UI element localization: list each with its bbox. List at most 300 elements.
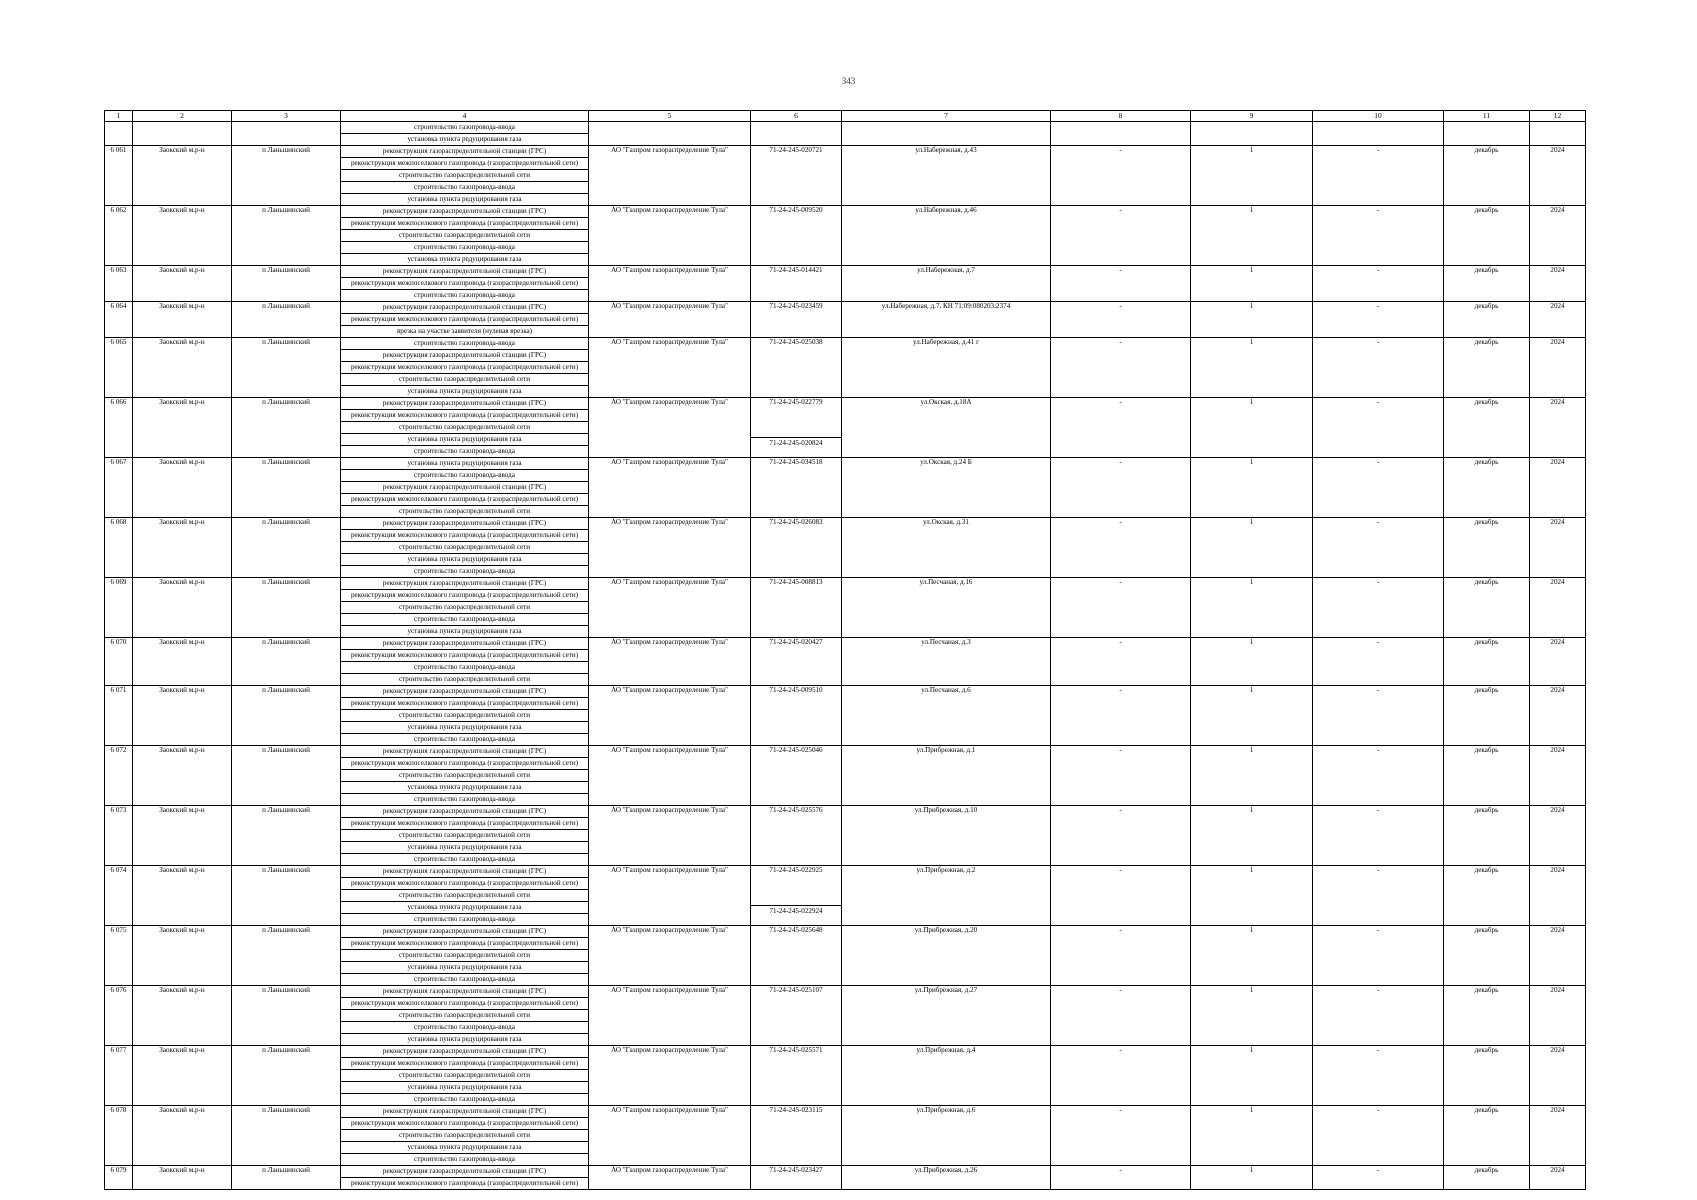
month-cell-text: декабрь — [1474, 518, 1499, 526]
year-cell-text: 2024 — [1550, 1166, 1565, 1174]
column-number-9: 9 — [1191, 111, 1313, 122]
address-cell — [842, 146, 1051, 206]
address-cell — [842, 302, 1051, 338]
work-item: строительство газопровода-ввода — [414, 567, 515, 575]
cadastral-number-cell-text: 71-24-245-025038 — [769, 338, 823, 346]
table-row — [105, 518, 1586, 578]
year-cell — [1530, 746, 1586, 806]
month-cell-text: декабрь — [1474, 146, 1499, 154]
organization-cell-text: АО "Газпром газораспределение Тула" — [611, 458, 728, 466]
cadastral-number-cell-text: 71-24-245-020721 — [769, 146, 823, 154]
work-item: реконструкция межпоселкового газопровода (газораспределительной сети) — [341, 818, 588, 830]
row-number — [105, 578, 133, 638]
table-row — [105, 458, 1586, 518]
column-10-cell-text: - — [1376, 338, 1380, 346]
row-number-text: 6 073 — [110, 806, 127, 814]
work-item: реконструкция газораспределительной станции (ГРС) — [341, 578, 588, 590]
month-cell — [1444, 1106, 1530, 1166]
column-9-cell-text: 1 — [1249, 518, 1254, 526]
district-cell-text: Заокский м.р-н — [159, 866, 205, 874]
year-cell — [1530, 458, 1586, 518]
works-cell — [341, 1166, 589, 1190]
row-number — [105, 1166, 133, 1190]
column-9-cell — [1191, 638, 1313, 686]
works-cell — [341, 1106, 589, 1166]
settlement-cell — [232, 1106, 341, 1166]
organization-cell — [589, 578, 751, 638]
work-item: установка пункта редуцирования газа — [341, 434, 588, 446]
work-item: строительство газопровода-ввода — [414, 447, 515, 455]
empty-cell — [1530, 122, 1586, 146]
year-cell — [1530, 806, 1586, 866]
district-cell — [133, 338, 232, 398]
work-item: строительство газопровода-ввода — [414, 735, 515, 743]
work-item: реконструкция межпоселкового газопровода (газораспределительной сети) — [341, 362, 588, 374]
district-cell-text: Заокский м.р-н — [159, 1166, 205, 1174]
district-cell-text: Заокский м.р-н — [159, 986, 205, 994]
work-item: реконструкция межпоселкового газопровода (газораспределительной сети) — [341, 410, 588, 422]
work-item: реконструкция межпоселкового газопровода (газораспределительной сети) — [341, 698, 588, 710]
district-cell-text: Заокский м.р-н — [159, 302, 205, 310]
row-number — [105, 1046, 133, 1106]
column-9-cell — [1191, 302, 1313, 338]
settlement-cell-text: п Ланьшинский — [262, 338, 310, 346]
address-cell — [842, 206, 1051, 266]
row-number-text: 6 068 — [110, 518, 127, 526]
page-number: 343 — [841, 76, 856, 86]
address-cell — [842, 1046, 1051, 1106]
table-row — [105, 1046, 1586, 1106]
work-item: реконструкция газораспределительной станции (ГРС) — [341, 806, 588, 818]
cadastral-number-cell-text: 71-24-245-025648 — [769, 926, 823, 934]
work-item: строительство газораспределительной сети — [341, 1070, 588, 1082]
year-cell-text: 2024 — [1550, 806, 1565, 814]
work-item: реконструкция газораспределительной станции (ГРС) — [341, 146, 588, 158]
cadastral-number-cell — [751, 746, 842, 806]
work-item: строительство газопровода-ввода — [341, 182, 588, 194]
address-cell-text: ул.Прибрежная, д.27 — [914, 986, 978, 994]
column-8-cell — [1051, 1166, 1191, 1190]
organization-cell-text: АО "Газпром газораспределение Тула" — [611, 302, 728, 310]
settlement-cell-text: п Ланьшинский — [262, 926, 310, 934]
cadastral-number-cell — [751, 638, 842, 686]
column-10-cell-text: - — [1376, 302, 1380, 310]
month-cell — [1444, 686, 1530, 746]
address-cell-text: ул.Окская, д.18А — [920, 398, 972, 406]
month-cell — [1444, 1046, 1530, 1106]
column-number-8: 8 — [1051, 111, 1191, 122]
column-10-cell — [1313, 746, 1444, 806]
works-cell — [341, 806, 589, 866]
column-9-cell-text: 1 — [1249, 146, 1254, 154]
cadastral-number-extra: 71-24-245-020824 — [751, 437, 841, 449]
cadastral-number-cell-text: 71-24-245-023459 — [769, 302, 823, 310]
column-10-cell — [1313, 1106, 1444, 1166]
settlement-cell — [232, 926, 341, 986]
address-cell-text: ул.Набережная, д.7, КН 71:09:080203:2374 — [881, 302, 1011, 310]
settlement-cell — [232, 398, 341, 458]
cadastral-number-cell-text: 71-24-245-025107 — [769, 986, 823, 994]
work-item: строительство газопровода-ввода — [341, 470, 588, 482]
settlement-cell-text: п Ланьшинский — [262, 746, 310, 754]
organization-cell — [589, 338, 751, 398]
settlement-cell — [232, 518, 341, 578]
organization-cell — [589, 638, 751, 686]
cadastral-number-cell-text: 71-24-245-009520 — [769, 206, 823, 214]
district-cell — [133, 1046, 232, 1106]
column-8-cell — [1051, 986, 1191, 1046]
column-number-7: 7 — [842, 111, 1051, 122]
district-cell-text: Заокский м.р-н — [159, 746, 205, 754]
settlement-cell — [232, 806, 341, 866]
empty-cell — [842, 122, 1051, 146]
work-item: реконструкция газораспределительной станции (ГРС) — [341, 746, 588, 758]
organization-cell — [589, 266, 751, 302]
district-cell — [133, 206, 232, 266]
district-cell — [133, 266, 232, 302]
work-item: установка пункта редуцирования газа — [407, 135, 522, 143]
month-cell-text: декабрь — [1474, 1046, 1499, 1054]
work-item: реконструкция межпоселкового газопровода (газораспределительной сети) — [341, 1118, 588, 1130]
settlement-cell-text: п Ланьшинский — [262, 686, 310, 694]
address-cell-text: ул.Прибрежная, д.26 — [914, 1166, 978, 1174]
work-item: строительство газопровода-ввода — [341, 662, 588, 674]
district-cell-text: Заокский м.р-н — [159, 266, 205, 274]
year-cell — [1530, 266, 1586, 302]
address-cell-text: ул.Окская, д.24 Б — [920, 458, 972, 466]
works-cell — [341, 866, 589, 926]
column-10-cell-text: - — [1376, 518, 1380, 526]
address-cell — [842, 266, 1051, 302]
district-cell-text: Заокский м.р-н — [159, 686, 205, 694]
district-cell-text: Заокский м.р-н — [159, 518, 205, 526]
column-8-cell-text: - — [1119, 686, 1122, 694]
settlement-cell-text: п Ланьшинский — [262, 266, 310, 274]
table-row — [105, 1166, 1586, 1190]
cadastral-number-cell — [751, 518, 842, 578]
column-9-cell-text: 1 — [1249, 986, 1254, 994]
row-number-text: 6 079 — [110, 1166, 127, 1174]
address-cell — [842, 746, 1051, 806]
month-cell-text: декабрь — [1474, 806, 1499, 814]
row-number — [105, 746, 133, 806]
organization-cell-text: АО "Газпром газораспределение Тула" — [611, 518, 728, 526]
column-10-cell-text: - — [1376, 806, 1380, 814]
column-10-cell — [1313, 206, 1444, 266]
work-item: реконструкция межпоселкового газопровода (газораспределительной сети) — [341, 218, 588, 230]
cadastral-number-cell-text: 71-24-245-020427 — [769, 638, 823, 646]
year-cell-text: 2024 — [1550, 926, 1565, 934]
column-10-cell — [1313, 1166, 1444, 1190]
work-item: строительство газораспределительной сети — [341, 890, 588, 902]
month-cell-text: декабрь — [1474, 1106, 1499, 1114]
work-item: строительство газораспределительной сети — [341, 1010, 588, 1022]
cadastral-number-cell — [751, 302, 842, 338]
work-item: реконструкция газораспределительной станции (ГРС) — [341, 986, 588, 998]
column-8-cell — [1051, 1106, 1191, 1166]
column-9-cell-text: 1 — [1249, 926, 1254, 934]
district-cell-text: Заокский м.р-н — [159, 206, 205, 214]
empty-cell — [589, 122, 751, 146]
work-item: строительство газопровода-ввода — [341, 1022, 588, 1034]
work-item: установка пункта редуцирования газа — [341, 458, 588, 470]
work-item: реконструкция межпоселкового газопровода (газораспределительной сети) — [341, 650, 588, 662]
settlement-cell-text: п Ланьшинский — [262, 578, 310, 586]
work-item: установка пункта редуцирования газа — [341, 962, 588, 974]
year-cell — [1530, 518, 1586, 578]
cadastral-number-cell — [751, 206, 842, 266]
address-cell-text: ул.Песчаная, д.6 — [921, 686, 971, 694]
month-cell-text: декабрь — [1474, 398, 1499, 406]
year-cell-text: 2024 — [1550, 302, 1565, 310]
column-9-cell-text: 1 — [1249, 206, 1254, 214]
address-cell — [842, 866, 1051, 926]
month-cell — [1444, 746, 1530, 806]
work-item: строительство газопровода-ввода — [414, 291, 515, 299]
month-cell-text: декабрь — [1474, 302, 1499, 310]
cadastral-number-cell-text: 71-24-245-025576 — [769, 806, 823, 814]
year-cell-text: 2024 — [1550, 206, 1565, 214]
work-item: строительство газораспределительной сети — [341, 602, 588, 614]
work-item: реконструкция межпоселкового газопровода (газораспределительной сети) — [341, 158, 588, 170]
organization-cell-text: АО "Газпром газораспределение Тула" — [611, 686, 728, 694]
empty-cell — [1444, 122, 1530, 146]
address-cell — [842, 518, 1051, 578]
district-cell — [133, 1166, 232, 1190]
work-item: реконструкция газораспределительной станции (ГРС) — [341, 1046, 588, 1058]
settlement-cell — [232, 986, 341, 1046]
month-cell — [1444, 266, 1530, 302]
year-cell-text: 2024 — [1550, 518, 1565, 526]
address-cell-text: ул.Прибрежная, д.6 — [916, 1106, 976, 1114]
month-cell-text: декабрь — [1474, 746, 1499, 754]
work-item: установка пункта редуцирования газа — [341, 1142, 588, 1154]
month-cell — [1444, 146, 1530, 206]
work-item: реконструкция газораспределительной станции (ГРС) — [341, 1166, 588, 1178]
row-number-text: 6 069 — [110, 578, 127, 586]
work-item: установка пункта редуцирования газа — [407, 195, 522, 203]
organization-cell — [589, 302, 751, 338]
month-cell — [1444, 398, 1530, 458]
month-cell — [1444, 302, 1530, 338]
organization-cell-text: АО "Газпром газораспределение Тула" — [611, 1106, 728, 1114]
year-cell — [1530, 926, 1586, 986]
table-row — [105, 398, 1586, 458]
month-cell-text: декабрь — [1474, 1166, 1499, 1174]
column-8-cell — [1051, 266, 1191, 302]
empty-cell — [133, 122, 232, 146]
organization-cell — [589, 398, 751, 458]
district-cell — [133, 146, 232, 206]
column-8-cell-text: - — [1119, 206, 1122, 214]
column-9-cell — [1191, 1106, 1313, 1166]
work-item: реконструкция газораспределительной станции (ГРС) — [341, 302, 588, 314]
year-cell-text: 2024 — [1550, 686, 1565, 694]
work-item: реконструкция межпоселкового газопровода (газораспределительной сети) — [341, 878, 588, 890]
cadastral-number-cell — [751, 398, 842, 458]
column-8-cell-text: - — [1119, 146, 1122, 154]
column-9-cell-text: 1 — [1249, 1106, 1254, 1114]
year-cell-text: 2024 — [1550, 146, 1565, 154]
row-number — [105, 638, 133, 686]
year-cell — [1530, 866, 1586, 926]
column-9-cell — [1191, 518, 1313, 578]
address-cell-text: ул.Набережная, д.43 — [915, 146, 977, 154]
column-10-cell-text: - — [1376, 578, 1380, 586]
column-10-cell — [1313, 302, 1444, 338]
work-item: реконструкция межпоселкового газопровода (газораспределительной сети) — [350, 1179, 579, 1187]
organization-cell — [589, 1106, 751, 1166]
district-cell-text: Заокский м.р-н — [159, 146, 205, 154]
column-8-cell — [1051, 686, 1191, 746]
month-cell — [1444, 1166, 1530, 1190]
year-cell — [1530, 686, 1586, 746]
column-10-cell — [1313, 866, 1444, 926]
address-cell-text: ул.Песчаная, д.3 — [921, 638, 971, 646]
address-cell — [842, 926, 1051, 986]
works-cell — [341, 458, 589, 518]
organization-cell-text: АО "Газпром газораспределение Тула" — [611, 338, 728, 346]
month-cell — [1444, 806, 1530, 866]
cadastral-number-cell — [751, 578, 842, 638]
organization-cell — [589, 686, 751, 746]
organization-cell — [589, 518, 751, 578]
column-8-cell — [1051, 458, 1191, 518]
cadastral-number-cell-text: 71-24-245-034518 — [769, 458, 823, 466]
district-cell-text: Заокский м.р-н — [159, 398, 205, 406]
organization-cell-text: АО "Газпром газораспределение Тула" — [611, 746, 728, 754]
work-item: строительство газопровода-ввода — [414, 1155, 515, 1163]
column-8-cell-text: - — [1119, 518, 1122, 526]
works-cell — [341, 146, 589, 206]
row-number-text: 6 065 — [110, 338, 127, 346]
column-8-cell-text: - — [1119, 1106, 1122, 1114]
address-cell — [842, 458, 1051, 518]
month-cell-text: декабрь — [1474, 926, 1499, 934]
works-cell — [341, 302, 589, 338]
district-cell-text: Заокский м.р-н — [159, 1046, 205, 1054]
column-10-cell-text: - — [1376, 986, 1380, 994]
year-cell — [1530, 1046, 1586, 1106]
address-cell — [842, 686, 1051, 746]
works-cell — [341, 986, 589, 1046]
column-10-cell — [1313, 146, 1444, 206]
settlement-cell-text: п Ланьшинский — [262, 1046, 310, 1054]
work-item: реконструкция газораспределительной станции (ГРС) — [341, 866, 588, 878]
organization-cell — [589, 458, 751, 518]
month-cell — [1444, 578, 1530, 638]
work-item: строительство газораспределительной сети — [341, 950, 588, 962]
organization-cell — [589, 986, 751, 1046]
cadastral-number-cell-text: 71-24-245-025046 — [769, 746, 823, 754]
settlement-cell — [232, 1166, 341, 1190]
column-10-cell-text: - — [1376, 146, 1380, 154]
column-9-cell-text: 1 — [1249, 686, 1254, 694]
work-item: реконструкция газораспределительной станции (ГРС) — [341, 350, 588, 362]
column-10-cell-text: - — [1376, 746, 1380, 754]
settlement-cell — [232, 458, 341, 518]
row-number — [105, 926, 133, 986]
work-item: реконструкция газораспределительной станции (ГРС) — [341, 482, 588, 494]
year-cell — [1530, 398, 1586, 458]
organization-cell-text: АО "Газпром газораспределение Тула" — [611, 398, 728, 406]
column-9-cell — [1191, 266, 1313, 302]
cadastral-number-cell — [751, 1166, 842, 1190]
table-row — [105, 746, 1586, 806]
settlement-cell — [232, 578, 341, 638]
column-10-cell — [1313, 458, 1444, 518]
column-9-cell — [1191, 146, 1313, 206]
district-cell — [133, 1106, 232, 1166]
work-item: реконструкция межпоселкового газопровода (газораспределительной сети) — [341, 1058, 588, 1070]
work-item: реконструкция межпоселкового газопровода (газораспределительной сети) — [341, 998, 588, 1010]
cadastral-number-cell-text: 71-24-245-023427 — [769, 1166, 823, 1174]
work-item: строительство газопровода-ввода — [414, 915, 515, 923]
month-cell-text: декабрь — [1474, 686, 1499, 694]
column-9-cell — [1191, 866, 1313, 926]
row-number — [105, 266, 133, 302]
cadastral-number-cell-text: 71-24-245-025571 — [769, 1046, 823, 1054]
address-cell-text: ул.Прибрежная, д.10 — [914, 806, 978, 814]
column-8-cell-text: - — [1119, 578, 1122, 586]
work-item: реконструкция газораспределительной станции (ГРС) — [341, 686, 588, 698]
address-cell — [842, 338, 1051, 398]
gasification-schedule-table — [104, 110, 1586, 1190]
work-item: строительство газопровода-ввода — [341, 338, 588, 350]
settlement-cell — [232, 266, 341, 302]
column-9-cell-text: 1 — [1249, 458, 1254, 466]
cadastral-number-cell — [751, 146, 842, 206]
settlement-cell-text: п Ланьшинский — [262, 866, 310, 874]
table-row — [105, 926, 1586, 986]
address-cell — [842, 1166, 1051, 1190]
row-number-text: 6 061 — [110, 146, 127, 154]
settlement-cell-text: п Ланьшинский — [262, 398, 310, 406]
cadastral-number-cell-text: 71-24-245-023115 — [769, 1106, 823, 1114]
row-number-text: 6 070 — [110, 638, 127, 646]
continuation-row — [105, 122, 1586, 146]
settlement-cell — [232, 638, 341, 686]
district-cell — [133, 686, 232, 746]
work-item: реконструкция газораспределительной станции (ГРС) — [341, 638, 588, 650]
column-10-cell — [1313, 686, 1444, 746]
row-number — [105, 518, 133, 578]
column-8-cell — [1051, 206, 1191, 266]
column-9-cell-text: 1 — [1249, 398, 1254, 406]
year-cell-text: 2024 — [1550, 398, 1565, 406]
row-number-text: 6 075 — [110, 926, 127, 934]
empty-cell — [1313, 122, 1444, 146]
cadastral-number-cell-text: 71-24-245-026083 — [769, 518, 823, 526]
column-9-cell-text: 1 — [1249, 1166, 1254, 1174]
cadastral-number-extra: 71-24-245-022924 — [751, 905, 841, 917]
column-10-cell — [1313, 806, 1444, 866]
month-cell — [1444, 986, 1530, 1046]
column-9-cell-text: 1 — [1249, 746, 1254, 754]
cadastral-number-cell — [751, 338, 842, 398]
district-cell — [133, 302, 232, 338]
district-cell — [133, 746, 232, 806]
work-item: строительство газопровода-ввода — [414, 795, 515, 803]
column-8-cell — [1051, 806, 1191, 866]
row-number-text: 6 077 — [110, 1046, 127, 1054]
column-10-cell-text: - — [1376, 1106, 1380, 1114]
row-number — [105, 398, 133, 458]
work-item: строительство газораспределительной сети — [398, 507, 531, 515]
row-number — [105, 866, 133, 926]
address-cell — [842, 1106, 1051, 1166]
work-item: строительство газопровода-ввода — [414, 975, 515, 983]
